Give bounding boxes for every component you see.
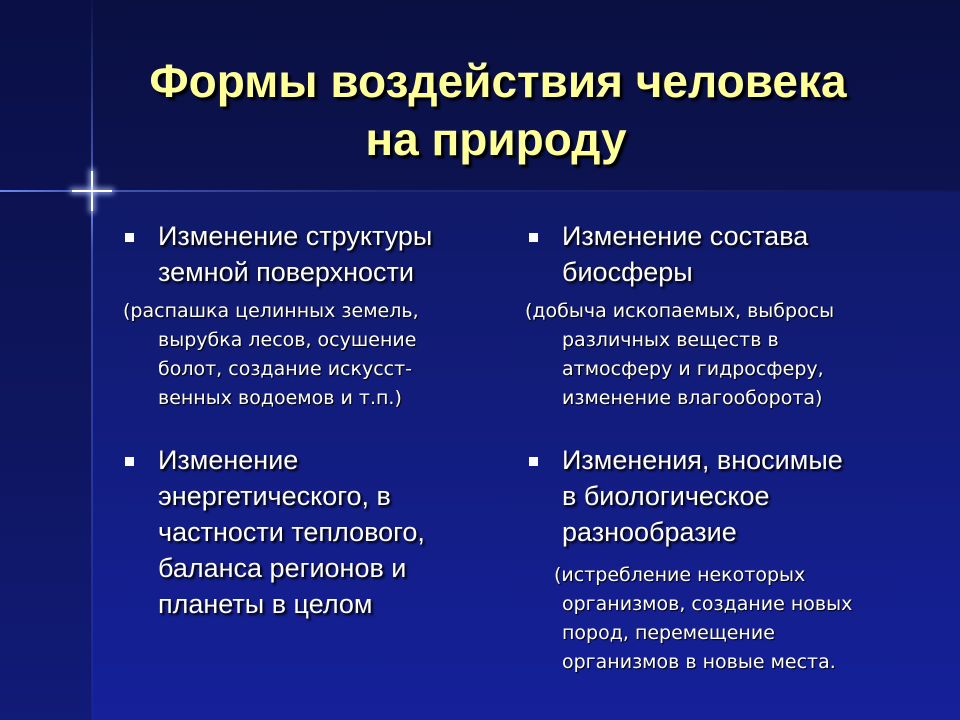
horizontal-glow-line [0, 190, 960, 192]
heading-line: в биологическое [562, 481, 770, 511]
note-line: болот, создание искусст- [158, 358, 413, 380]
heading-line: Изменения, вносимые [562, 445, 843, 475]
item-note [549, 561, 852, 677]
heading-line: Изменение структуры [158, 221, 433, 251]
bullet-square-icon [125, 457, 134, 466]
heading-line: баланса регионов и [158, 553, 407, 583]
heading-line: Изменение состава [562, 221, 809, 251]
title-line-1: Формы воздействия человека [149, 55, 847, 107]
note-line: различных веществ в [562, 329, 779, 351]
bullet-square-icon [125, 233, 134, 242]
heading-line: биосферы [562, 257, 693, 287]
sparkle-star-icon [72, 171, 112, 211]
heading-line: частности теплового, [158, 517, 425, 547]
heading-line: земной поверхности [158, 257, 414, 287]
note-line: изменение влагооборота) [562, 387, 823, 409]
heading-line: энергетического, в [158, 481, 391, 511]
item-note [123, 297, 419, 413]
note-line: (распашка целинных земель, [123, 300, 419, 322]
note-line: (добыча ископаемых, выбросы [525, 300, 835, 322]
bullet-square-icon [529, 457, 538, 466]
note-line: организмов в новые места. [562, 651, 836, 673]
note-line: атмосферу и гидросферу, [562, 358, 824, 380]
title-line-2: на природу [365, 113, 627, 165]
note-line: (истребление некоторых [554, 564, 806, 586]
item-heading [158, 442, 425, 622]
note-line: организмов, создание новых [562, 593, 853, 615]
note-line: пород, перемещение [562, 622, 775, 644]
note-line: вырубка лесов, осушение [158, 329, 417, 351]
item-heading [562, 218, 808, 290]
slide-title [0, 52, 960, 168]
heading-line: разнообразие [562, 517, 737, 547]
item-note [525, 297, 834, 413]
item-heading [562, 442, 843, 550]
note-line: венных водоемов и т.п.) [158, 387, 402, 409]
item-heading [158, 218, 432, 290]
heading-line: Изменение [158, 445, 299, 475]
bullet-square-icon [529, 233, 538, 242]
heading-line: планеты в целом [158, 589, 373, 619]
